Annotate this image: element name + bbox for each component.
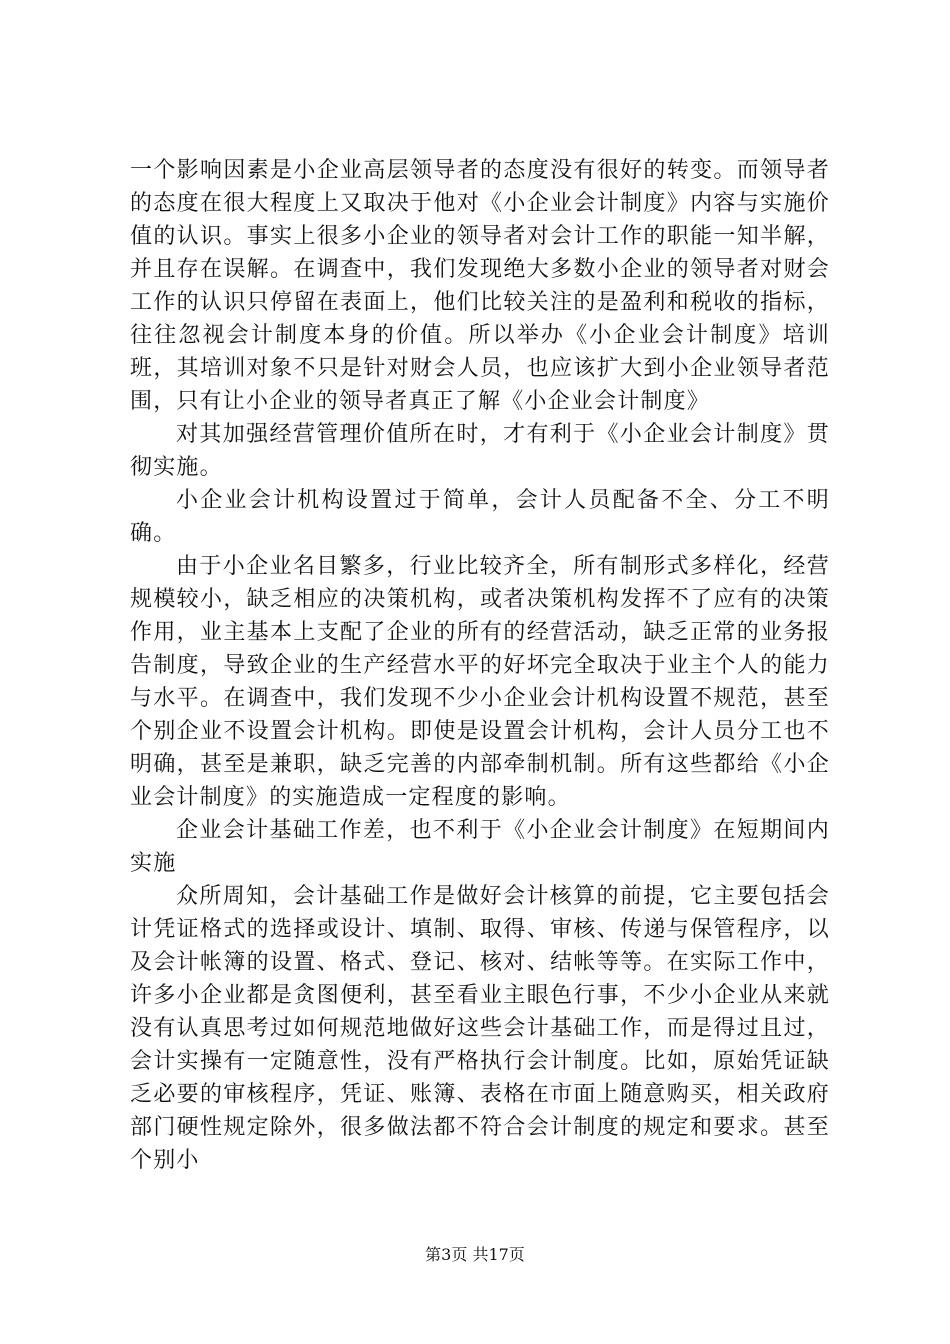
document-body xyxy=(130,154,830,1177)
paragraph-5-heading: 企业会计基础工作差，也不利于《小企业会计制度》在短期间内实施 xyxy=(130,818,830,876)
paragraph-6: 众所周知，会计基础工作是做好会计核算的前提，它主要包括会计凭证格式的选择或设计、填制、取得、审核、传递与保管程序，以及会计帐簿的设置、格式、登记、核对、结帐等等。在实际工作中，许多小企业都是贪图便利，甚至看业主眼色行事，不少小企业从来就没有认真思考过如何规范地做好这些会计基础工作，而是得过且过，会计实操有一定随意性，没有严格执行会计制度。比如，原始凭证缺乏必要的审核程序，凭证、账簿、表格在市面上随意购买，相关政府部门硬性规定除外，很多做法都不符合会计制度的规定和要求。甚至个别小 xyxy=(130,884,830,1173)
page-number-footer: 第3页 共17页 xyxy=(425,1245,525,1264)
paragraph-1: 一个影响因素是小企业高层领导者的态度没有很好的转变。而领导者的态度在很大程度上又取决于他对《小企业会计制度》内容与实施价值的认识。事实上很多小企业的领导者对会计工作的职能一知半解，并且存在误解。在调查中，我们发现绝大多数小企业的领导者对财会工作的认识只停留在表面上，他们比较关注的是盈利和税收的指标，往往忽视会计制度本身的价值。所以举办《小企业会计制度》培训班，其培训对象不只是针对财会人员，也应该扩大到小企业领导者范围，只有让小企业的领导者真正了解《小企业会计制度》 xyxy=(130,158,830,414)
paragraph-4: 由于小企业名目繁多，行业比较齐全，所有制形式多样化，经营规模较小，缺乏相应的决策机构，或者决策机构发挥不了应有的决策作用，业主基本上支配了企业的所有的经营活动，缺乏正常的业务报告制度，导致企业的生产经营水平的好坏完全取决于业主个人的能力与水平。在调查中，我们发现不少小企业会计机构设置不规范，甚至个别企业不设置会计机构。即使是设置会计机构，会计人员分工也不明确，甚至是兼职，缺乏完善的内部牵制机制。所有这些都给《小企业会计制度》的实施造成一定程度的影响。 xyxy=(130,554,830,810)
paragraph-2: 对其加强经营管理价值所在时，才有利于《小企业会计制度》贯彻实施。 xyxy=(130,422,830,480)
paragraph-3-heading: 小企业会计机构设置过于简单，会计人员配备不全、分工不明确。 xyxy=(130,488,830,546)
